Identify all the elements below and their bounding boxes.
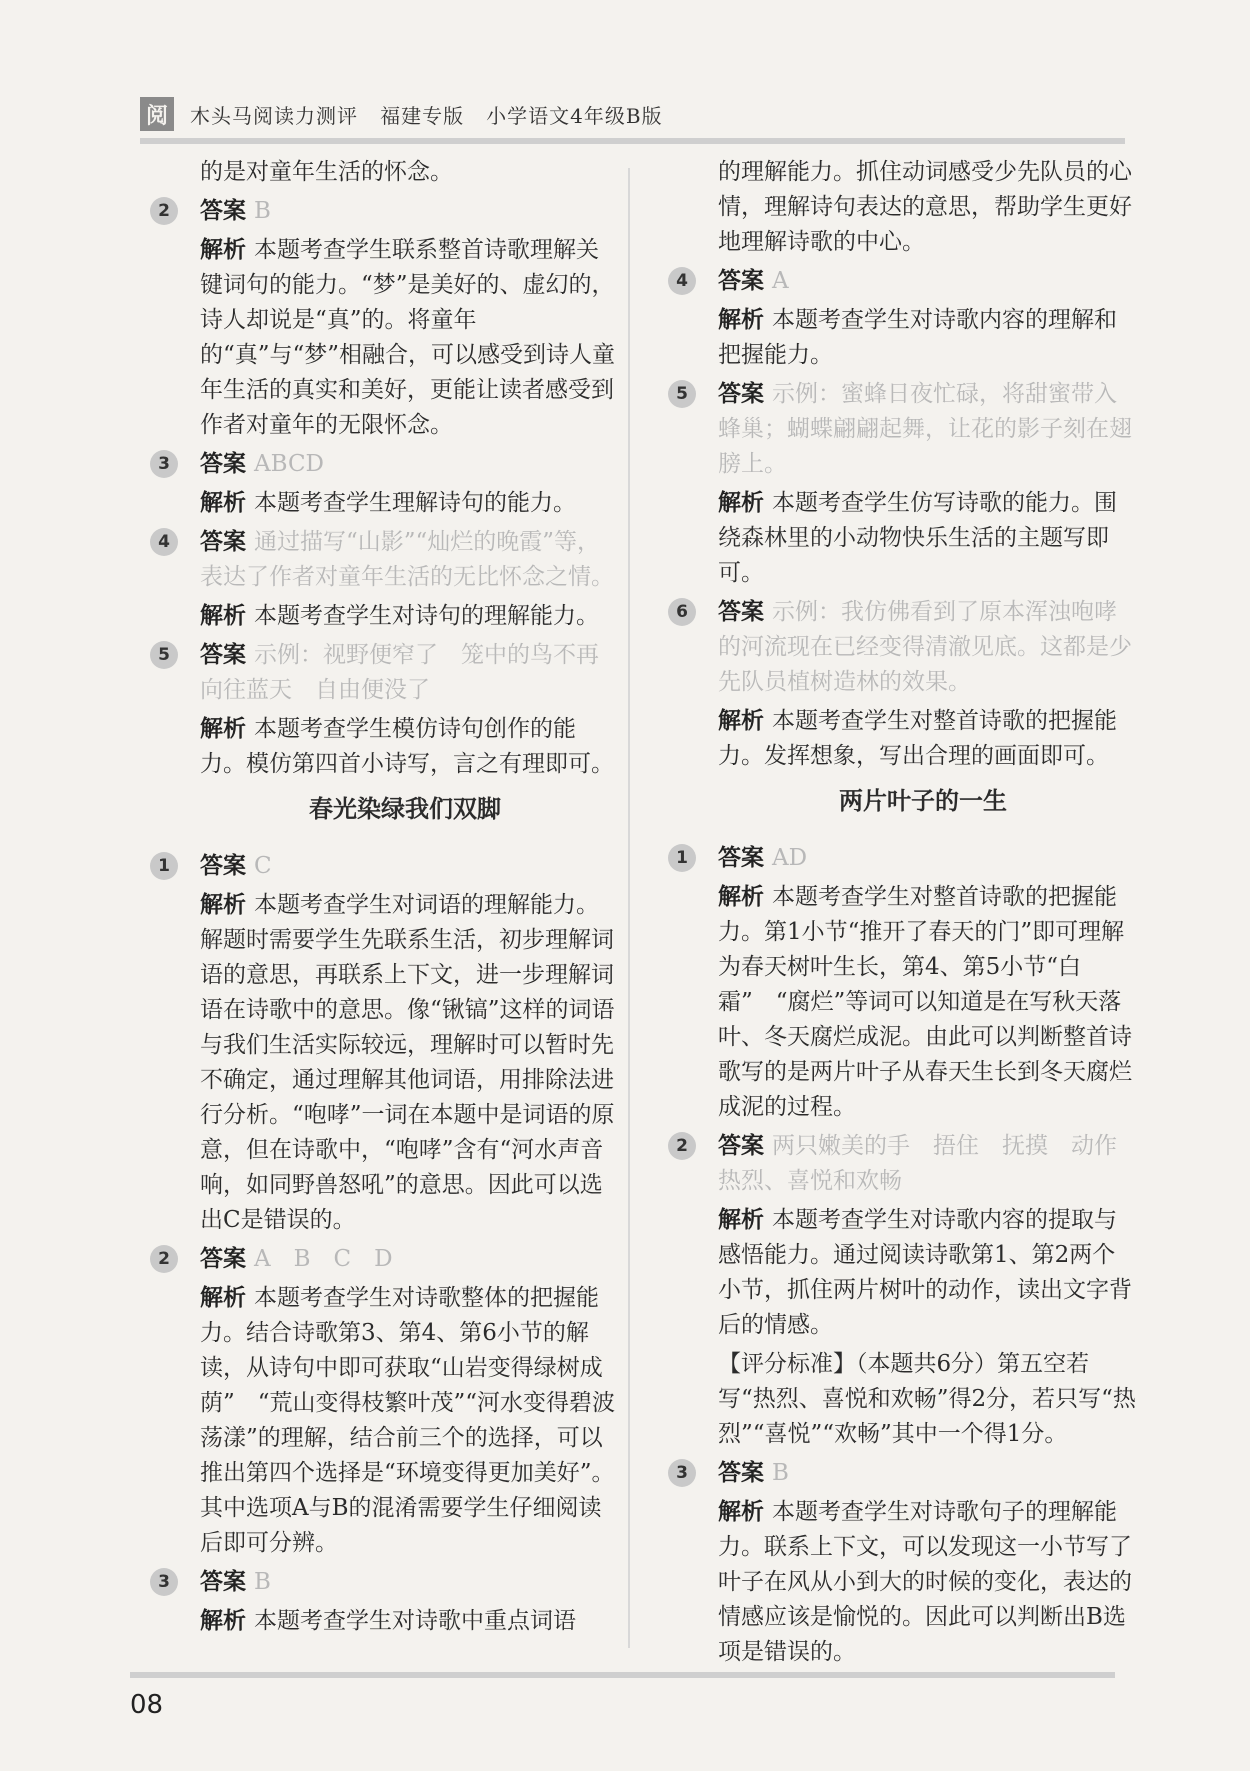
- analysis-text: 本题考查学生对整首诗歌的把握能力。第1小节“推开了春天的门”即可理解为春天树叶生长，第4、第5小节“白霜” “腐烂”等词可以知道是在写秋天落叶、冬天腐烂成泥。由此可以判断整首诗歌写的是两片叶子从春天生长到冬天腐烂成泥的过程。: [718, 884, 1132, 1120]
- answer-text: B: [254, 198, 271, 224]
- continued-text: 的是对童年生活的怀念。: [200, 159, 453, 185]
- answer-item-6: [668, 595, 1138, 700]
- answer-item-3: [150, 447, 620, 482]
- answer-text: A B C D: [254, 1246, 393, 1272]
- question-number: 2: [668, 1132, 696, 1160]
- analysis-label: 解析: [200, 237, 246, 263]
- answer-text: 示例：视野便窄了 笼中的鸟不再向往蓝天 自由便没了: [200, 642, 599, 703]
- answer-text: AD: [772, 845, 808, 871]
- answer-item-3: [150, 1565, 620, 1600]
- question-number: 1: [668, 844, 696, 872]
- answer-item-2: [668, 1129, 1138, 1199]
- answer-label: 答案: [718, 599, 764, 625]
- answer-label: 答案: [718, 381, 764, 407]
- answer-text: 示例：蜜蜂日夜忙碌，将甜蜜带入蜂巢；蝴蝶翩翩起舞，让花的影子刻在翅膀上。: [718, 381, 1132, 477]
- answer-item-4: [668, 264, 1138, 299]
- answer-text: B: [254, 1569, 271, 1595]
- analysis-block: [668, 303, 1138, 373]
- header-title: 木头马阅读力测评 福建专版 小学语文4年级B版: [190, 103, 663, 128]
- answer-text: C: [254, 853, 272, 879]
- answer-item-4: [150, 525, 620, 595]
- answer-item-1: [668, 841, 1138, 876]
- analysis-block: [150, 888, 620, 1238]
- answer-label: 答案: [200, 198, 246, 224]
- answer-text: 两只嫩美的手 捂住 抚摸 动作 热烈、喜悦和欢畅: [718, 1133, 1140, 1194]
- analysis-label: 解析: [200, 603, 246, 629]
- answer-label: 答案: [200, 529, 246, 555]
- answer-label: 答案: [200, 1569, 246, 1595]
- question-number: 3: [150, 450, 178, 478]
- answer-text: A: [772, 268, 789, 294]
- answer-text: 示例：我仿佛看到了原本浑浊咆哮的河流现在已经变得清澈见底。这都是少先队员植树造林的效果。: [718, 599, 1132, 695]
- answer-label: 答案: [200, 1246, 246, 1272]
- question-number: 4: [668, 267, 696, 295]
- analysis-block: [150, 486, 620, 521]
- question-number: 5: [150, 641, 178, 669]
- answer-text: 通过描写“山影”“灿烂的晚霞”等，表达了作者对童年生活的无比怀念之情。: [200, 529, 614, 590]
- column-divider: [628, 168, 630, 1648]
- answer-item-5: [668, 377, 1138, 482]
- answer-item-2: [150, 194, 620, 229]
- analysis-text: 本题考查学生仿写诗歌的能力。围绕森林里的小动物快乐生活的主题写即可。: [718, 490, 1117, 586]
- analysis-text: 本题考查学生对诗歌内容的理解和把握能力。: [718, 307, 1117, 368]
- section-title: 两片叶子的一生: [839, 787, 1007, 815]
- section-title: 春光染绿我们双脚: [309, 795, 501, 823]
- analysis-text: 本题考查学生对词语的理解能力。解题时需要学生先联系生活，初步理解词语的意思，再联系上下文，进一步理解词语在诗歌中的意思。像“锹镐”这样的词语与我们生活实际较远，理解时可以暂时先不确定，通过理解其他词语，用排除法进行分析。“咆哮”一词在本题中是词语的原意，但在诗歌中，“咆哮”含有“河水声音响，如同野兽怒吼”的意思。因此可以选出C是错误的。: [200, 892, 615, 1233]
- analysis-label: 解析: [200, 892, 246, 918]
- header-rule: [140, 138, 1125, 144]
- answer-text: B: [772, 1460, 789, 1486]
- left-column: [150, 155, 620, 1643]
- footer-rule: [130, 1672, 1115, 1678]
- answer-item-2: [150, 1242, 620, 1277]
- question-number: 3: [150, 1568, 178, 1596]
- analysis-label: 解析: [200, 716, 246, 742]
- analysis-label: 解析: [200, 1608, 246, 1634]
- answer-label: 答案: [718, 1460, 764, 1486]
- analysis-block: [150, 233, 620, 443]
- answer-label: 答案: [200, 642, 246, 668]
- analysis-label: 解析: [718, 708, 764, 734]
- answer-item-3: [668, 1456, 1138, 1491]
- analysis-block: [150, 599, 620, 634]
- analysis-block: [150, 1281, 620, 1561]
- analysis-text: 本题考查学生理解诗句的能力。: [254, 490, 576, 516]
- right-column: [668, 155, 1138, 1674]
- question-number: 6: [668, 598, 696, 626]
- analysis-text: 本题考查学生对诗歌内容的提取与感悟能力。通过阅读诗歌第1、第2两个小节，抓住两片树叶的动作，读出文字背后的情感。: [718, 1207, 1132, 1338]
- analysis-block: [668, 1203, 1138, 1343]
- analysis-text: 本题考查学生对诗歌中重点词语: [254, 1608, 576, 1634]
- answer-label: 答案: [200, 853, 246, 879]
- analysis-label: 解析: [200, 490, 246, 516]
- analysis-text: 本题考查学生模仿诗句创作的能力。模仿第四首小诗写，言之有理即可。: [200, 716, 614, 777]
- continued-text: 的理解能力。抓住动词感受少先队员的心情，理解诗句表达的意思，帮助学生更好地理解诗歌的中心。: [718, 159, 1132, 255]
- question-number: 2: [150, 197, 178, 225]
- analysis-text: 本题考查学生联系整首诗歌理解关键词句的能力。“梦”是美好的、虚幻的，诗人却说是“真”的。将童年的“真”与“梦”相融合，可以感受到诗人童年生活的真实和美好，更能让读者感受到作者对童年的无限怀念。: [200, 237, 616, 438]
- page-header: [140, 92, 1125, 136]
- answer-item-1: [150, 849, 620, 884]
- question-number: 3: [668, 1459, 696, 1487]
- answer-label: 答案: [200, 451, 246, 477]
- scoring-criteria: 【评分标准】（本题共6分）第五空若写“热烈、喜悦和欢畅”得2分，若只写“热烈”“喜悦”“欢畅”其中一个得1分。: [718, 1351, 1136, 1447]
- analysis-text: 本题考查学生对诗歌整体的把握能力。结合诗歌第3、第4、第6小节的解读，从诗句中即可获取“山岩变得绿树成荫” “荒山变得枝繁叶茂”“河水变得碧波荡漾”的理解，结合前三个的选择，可以推出第四个选择是“环境变得更加美好”。其中选项A与B的混淆需要学生仔细阅读后即可分辨。: [200, 1285, 616, 1556]
- analysis-block: [150, 1604, 620, 1639]
- analysis-label: 解析: [718, 1207, 764, 1233]
- analysis-label: 解析: [718, 307, 764, 333]
- answer-label: 答案: [718, 1133, 764, 1159]
- answer-text: ABCD: [254, 451, 324, 477]
- answer-label: 答案: [718, 845, 764, 871]
- analysis-text: 本题考查学生对整首诗歌的把握能力。发挥想象，写出合理的画面即可。: [718, 708, 1117, 769]
- analysis-label: 解析: [200, 1285, 246, 1311]
- analysis-block: [668, 880, 1138, 1125]
- answer-label: 答案: [718, 268, 764, 294]
- book-logo-icon: 阅: [140, 97, 174, 131]
- analysis-block: [668, 486, 1138, 591]
- analysis-block: [668, 1495, 1138, 1670]
- page-number: 08: [130, 1690, 164, 1720]
- analysis-label: 解析: [718, 1499, 764, 1525]
- analysis-block: [150, 712, 620, 782]
- analysis-block: [668, 704, 1138, 774]
- question-number: 2: [150, 1245, 178, 1273]
- question-number: 5: [668, 380, 696, 408]
- analysis-label: 解析: [718, 490, 764, 516]
- question-number: 1: [150, 852, 178, 880]
- question-number: 4: [150, 528, 178, 556]
- analysis-text: 本题考查学生对诗句的理解能力。: [254, 603, 599, 629]
- analysis-label: 解析: [718, 884, 764, 910]
- analysis-text: 本题考查学生对诗歌句子的理解能力。联系上下文，可以发现这一小节写了叶子在风从小到大的时候的变化，表达的情感应该是愉悦的。因此可以判断出B选项是错误的。: [718, 1499, 1132, 1665]
- answer-item-5: [150, 638, 620, 708]
